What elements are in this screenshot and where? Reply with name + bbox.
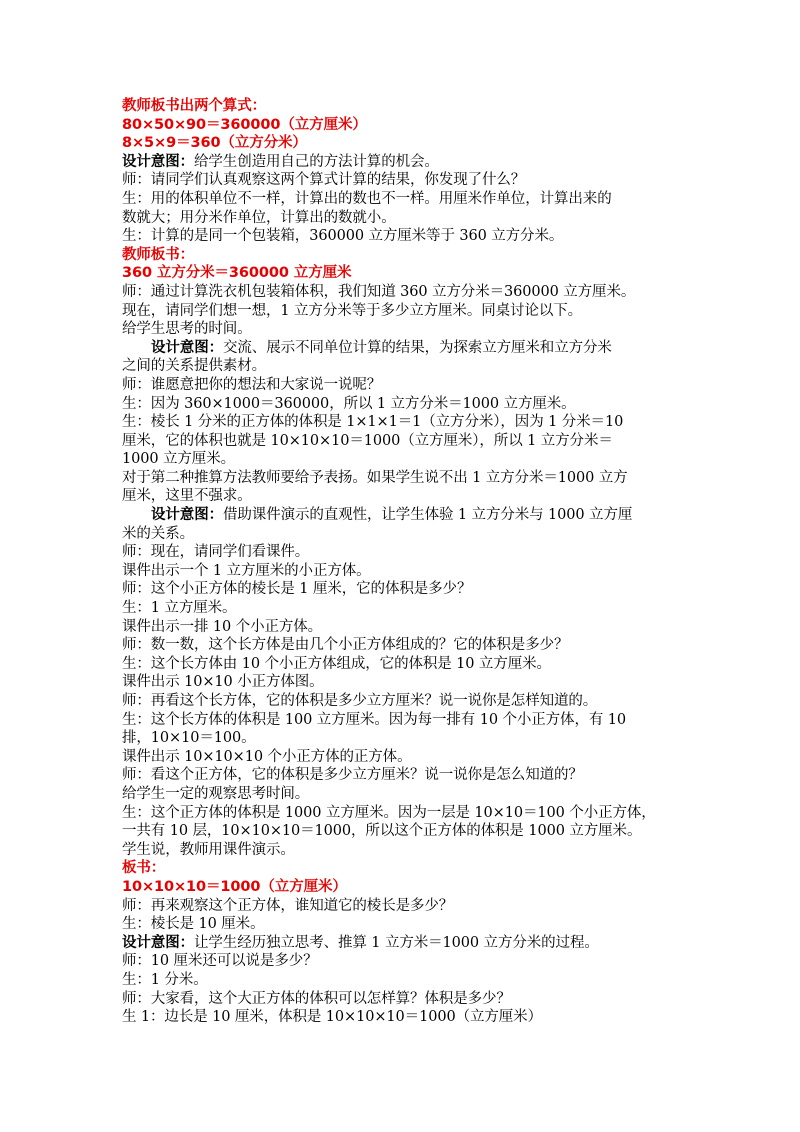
text-line: [122, 432, 720, 451]
text-line: [122, 618, 720, 637]
line-text: 给学生一定的观察思考时间。: [122, 785, 310, 802]
text-line: [122, 804, 720, 823]
line-text: 80×50×90＝360000（立方厘米）: [122, 116, 367, 133]
line-text: 师：通过计算洗衣机包装箱体积，我们知道 360 立方分米＝360000 立方厘米。: [122, 283, 636, 300]
design-intent-line: [122, 934, 720, 953]
line-text: 课件出示 10×10×10 个小正方体的正方体。: [122, 748, 412, 765]
blackboard-line: [122, 134, 720, 153]
line-text: 板书：: [122, 860, 166, 877]
line-text: 生：用的体积单位不一样，计算出的数也不一样。用厘米作单位，计算出来的: [122, 190, 612, 207]
line-text: 师：现在，请同学们看课件。: [122, 544, 310, 561]
text-line: [122, 376, 720, 395]
line-text: 教师板书：: [122, 246, 194, 263]
line-text: 8×5×9＝360（立方分米）: [122, 135, 307, 152]
line-text: 生：棱长是 10 厘米。: [122, 916, 265, 933]
line-text: 米的关系。: [122, 525, 194, 542]
text-line: [122, 1008, 720, 1027]
line-text: 课件出示 10×10 小正方体图。: [122, 674, 324, 691]
text-line: [122, 171, 720, 190]
line-text: 师：大家看，这个大正方体的体积可以怎样算？体积是多少？: [122, 990, 511, 1007]
blackboard-line: [122, 878, 720, 897]
blackboard-line: [122, 859, 720, 878]
design-intent-label: 设计意图：: [122, 933, 194, 951]
text-line: [122, 599, 720, 618]
text-line: [122, 636, 720, 655]
line-text: 生：这个长方体的体积是 100 立方厘米。因为每一排有 10 个小正方体，有 10: [122, 711, 627, 728]
text-line: [122, 283, 720, 302]
text-line: [122, 227, 720, 246]
text-line: [122, 395, 720, 414]
design-intent-line: [122, 339, 720, 358]
line-text: 之间的关系提供素材。: [122, 358, 266, 375]
line-text: 10×10×10＝1000（立方厘米）: [122, 878, 347, 895]
line-text: 排，10×10＝100。: [122, 730, 256, 747]
line-text: 给学生思考的时间。: [122, 321, 252, 338]
text-line: [122, 915, 720, 934]
text-line: [122, 209, 720, 228]
text-line: [122, 302, 720, 321]
text-line: [122, 525, 720, 544]
text-line: [122, 897, 720, 916]
line-text: 学生说，教师用课件演示。: [122, 841, 295, 858]
line-text: 生：1 立方厘米。: [122, 600, 237, 617]
text-line: [122, 692, 720, 711]
line-text: 360 立方分米＝360000 立方厘米: [122, 265, 352, 282]
text-line: [122, 543, 720, 562]
line-text: 让学生经历独立思考、推算 1 立方米＝1000 立方分米的过程。: [194, 934, 599, 951]
line-text: 厘米，这里不强求。: [122, 488, 252, 505]
text-line: [122, 971, 720, 990]
line-text: 一共有 10 层，10×10×10＝1000，所以这个正方体的体积是 1000 立方厘米。: [122, 823, 642, 840]
blackboard-line: [122, 264, 720, 283]
line-text: 1000 立方厘米。: [122, 451, 236, 468]
line-text: 对于第二种推算方法教师要给予表扬。如果学生说不出 1 立方分米＝1000 立方: [122, 469, 628, 486]
line-text: 生：棱长 1 分米的正方体的体积是 1×1×1＝1（立方分米），因为 1 分米＝10: [122, 414, 624, 431]
blackboard-line: [122, 116, 720, 135]
line-text: 生：因为 360×1000＝360000，所以 1 立方分米＝1000 立方厘米。: [122, 395, 576, 412]
line-text: 厘米，它的体积也就是 10×10×10＝1000（立方厘米），所以 1 立方分米＝: [122, 432, 613, 449]
text-line: [122, 469, 720, 488]
text-line: [122, 766, 720, 785]
text-line: [122, 487, 720, 506]
line-text: 生：这个长方体由 10 个小正方体组成，它的体积是 10 立方厘米。: [122, 655, 551, 672]
text-line: [122, 320, 720, 339]
text-line: [122, 580, 720, 599]
line-text: 交流、展示不同单位计算的结果，为探索立方厘米和立方分米: [223, 339, 612, 356]
design-intent-line: [122, 153, 720, 172]
line-text: 生：1 分米。: [122, 971, 208, 988]
design-intent-label: 设计意图：: [151, 338, 223, 356]
text-line: [122, 990, 720, 1009]
line-text: 师：10 厘米还可以说是多少？: [122, 953, 318, 970]
text-line: [122, 655, 720, 674]
line-text: 现在，请同学们想一想，1 立方分米等于多少立方厘米。同桌讨论以下。: [122, 302, 583, 319]
line-text: 生 1：边长是 10 厘米，体积是 10×10×10＝1000（立方厘米）: [122, 1009, 542, 1026]
text-line: [122, 450, 720, 469]
text-line: [122, 711, 720, 730]
design-intent-label: 设计意图：: [151, 506, 223, 524]
text-line: [122, 413, 720, 432]
text-line: [122, 673, 720, 692]
text-line: [122, 785, 720, 804]
line-text: 教师板书出两个算式：: [122, 98, 266, 114]
line-text: 师：再来观察这个正方体，谁知道它的棱长是多少？: [122, 897, 454, 914]
text-line: [122, 952, 720, 971]
line-text: 师：谁愿意把你的想法和大家说一说呢？: [122, 376, 382, 393]
text-line: [122, 357, 720, 376]
line-text: 给学生创造用自己的方法计算的机会。: [194, 153, 439, 170]
blackboard-line: [122, 97, 720, 116]
blackboard-line: [122, 246, 720, 265]
line-text: 课件出示一个 1 立方厘米的小正方体。: [122, 562, 371, 579]
line-text: 师：请同学们认真观察这两个算式计算的结果，你发现了什么？: [122, 172, 526, 189]
line-text: 借助课件演示的直观性，让学生体验 1 立方分米与 1000 立方厘: [223, 507, 633, 524]
design-intent-line: [122, 506, 720, 525]
text-line: [122, 822, 720, 841]
text-line: [122, 841, 720, 860]
line-text: 生：计算的是同一个包装箱，360000 立方厘米等于 360 立方分米。: [122, 228, 564, 245]
line-text: 师：看这个正方体，它的体积是多少立方厘米？说一说你是怎么知道的？: [122, 767, 583, 784]
line-text: 师：这个小正方体的棱长是 1 厘米，它的体积是多少？: [122, 581, 472, 598]
line-text: 生：这个正方体的体积是 1000 立方厘米。因为一层是 10×10＝100 个小正方体，: [122, 804, 656, 821]
design-intent-label: 设计意图：: [122, 152, 194, 170]
line-text: 师：数一数，这个长方体是由几个小正方体组成的？它的体积是多少？: [122, 637, 569, 654]
text-line: [122, 729, 720, 748]
line-text: 数就大；用分米作单位，计算出的数就小。: [122, 209, 396, 226]
text-line: [122, 748, 720, 767]
line-text: 课件出示一排 10 个小正方体。: [122, 618, 323, 635]
line-text: 师：再看这个长方体，它的体积是多少立方厘米？说一说你是怎样知道的。: [122, 693, 598, 709]
text-line: [122, 562, 720, 581]
text-line: [122, 190, 720, 209]
